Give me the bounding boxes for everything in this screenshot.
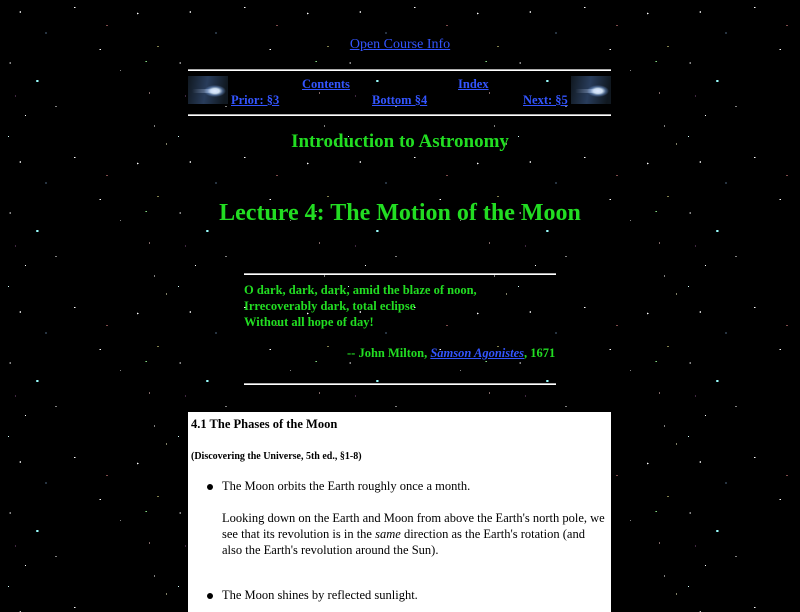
epigraph-poem: [244, 282, 477, 330]
paragraph-text: direction as the Earth's rotation (and also the Earth's revolution around the Sun).: [222, 527, 585, 557]
lecture-title: Lecture 4: The Motion of the Moon: [219, 200, 581, 226]
poem-line: Without all hope of day!: [244, 315, 374, 329]
navigation-bar: [188, 74, 611, 108]
prior-link[interactable]: Prior: §3: [231, 93, 280, 107]
contents-link[interactable]: Contents: [302, 77, 350, 91]
index-link[interactable]: Index: [458, 77, 489, 91]
list-item: The Moon orbits the Earth roughly once a month.: [222, 479, 471, 493]
bullet-icon: [207, 484, 213, 490]
section-title: 4.1 The Phases of the Moon: [191, 417, 338, 431]
section-reference: (Discovering the Universe, 5th ed., §1-8): [191, 451, 362, 462]
poem-line: O dark, dark, dark, amid the blaze of noon,: [244, 283, 477, 297]
nav-top-divider: [188, 69, 611, 71]
top-link-row: [0, 37, 800, 53]
section-content: [188, 412, 611, 612]
epigraph-top-divider: [244, 273, 556, 275]
epigraph-bottom-divider: [244, 383, 556, 385]
next-link[interactable]: Next: §5: [523, 93, 568, 107]
bottom-link[interactable]: Bottom §4: [372, 93, 428, 107]
comet-image-right: [571, 76, 611, 104]
samson-agonistes-link[interactable]: Samson Agonistes: [430, 346, 525, 360]
list-item: The Moon shines by reflected sunlight.: [222, 588, 418, 602]
attribution-year: , 1671: [524, 346, 556, 360]
bullet-icon: [207, 593, 213, 599]
paragraph-emphasis: same: [375, 527, 401, 541]
course-title: Introduction to Astronomy: [291, 131, 509, 152]
comet-image-left: [188, 76, 228, 104]
poem-line: Irrecoverably dark, total eclipse: [244, 299, 416, 313]
attribution-author: -- John Milton,: [347, 346, 431, 360]
epigraph-attribution: [347, 346, 555, 361]
list-item-paragraph: [222, 510, 607, 558]
nav-bottom-divider: [188, 114, 611, 116]
paragraph-text: Looking down on the Earth and Moon from above the Earth's north pole, we see that its revolution is in the: [222, 511, 605, 541]
open-course-info-link[interactable]: Open Course Info: [349, 37, 451, 52]
